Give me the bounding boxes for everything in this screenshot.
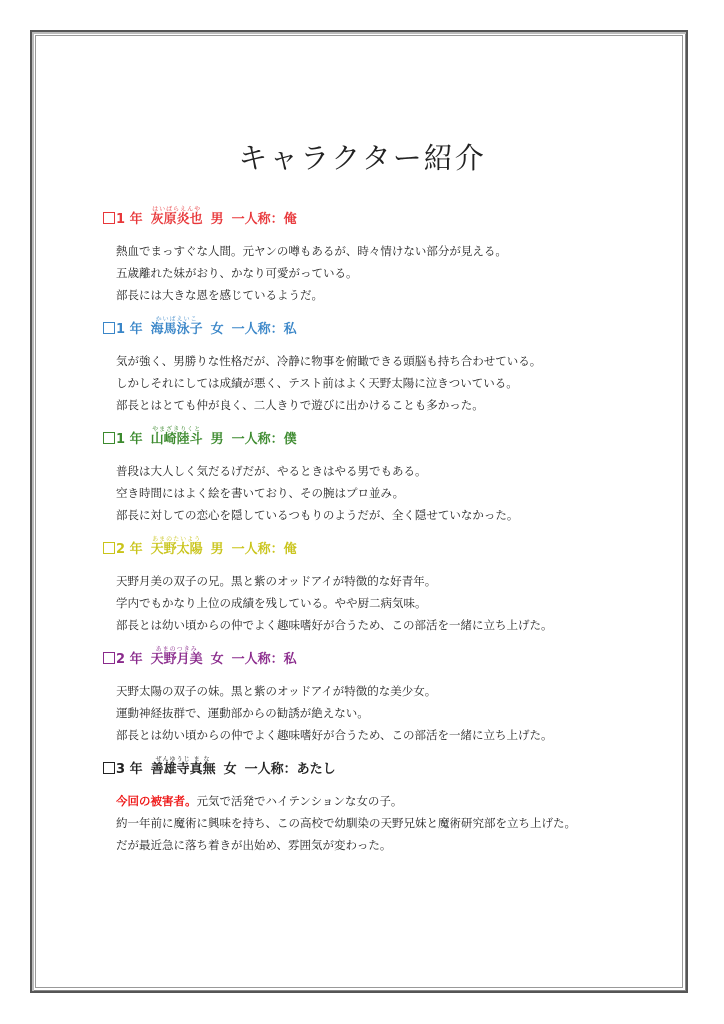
character-name: 善雄寺真無 <box>150 762 216 777</box>
character-gender: 女 <box>223 762 237 777</box>
description-line: 空き時間にはよく絵を書いており、その腕はプロ並み。 <box>116 486 405 500</box>
character-name: 海馬泳子 <box>150 322 203 337</box>
description-line: 部長とは幼い頃からの仲でよく趣味嗜好が合うため、この部活を一緒に立ち上げた。 <box>116 728 553 742</box>
character-pronoun: 一人称：僕 <box>231 432 297 447</box>
checkbox-icon <box>103 432 115 444</box>
description-line: 熱血でまっすぐな人間。元ヤンの噂もあるが、時々情けない部分が見える。 <box>116 244 507 258</box>
character-pronoun: 一人称：俺 <box>231 212 297 227</box>
description-line: 部長には大きな恩を感じているようだ。 <box>116 288 323 302</box>
character-description <box>103 350 663 416</box>
character-name-wrap <box>150 316 203 340</box>
character-name-wrap <box>150 206 203 230</box>
description-line: 運動神経抜群で、運動部からの勧誘が絶えない。 <box>116 706 369 720</box>
description-line: 天野太陽の双子の妹。黒と紫のオッドアイが特徴的な美少女。 <box>116 684 437 698</box>
checkbox-icon <box>103 762 115 774</box>
description-line: だが最近急に落ち着きが出始め、雰囲気が変わった。 <box>116 838 392 852</box>
character-heading <box>103 536 663 560</box>
victim-label: 今回の被害者。 <box>116 794 197 808</box>
description-line: 普段は大人しく気だるげだが、やるときはやる男でもある。 <box>116 464 427 478</box>
character-grade: 2 年 <box>116 542 143 557</box>
character-gender: 女 <box>210 322 224 337</box>
character-section-haibara <box>103 206 663 306</box>
checkbox-icon <box>103 652 115 664</box>
character-pronoun: 一人称：私 <box>231 652 297 667</box>
character-ruby: はいばらえんや <box>152 206 202 213</box>
character-pronoun: 一人称：あたし <box>244 762 336 777</box>
character-name-wrap <box>150 536 203 560</box>
character-name: 天野月美 <box>150 652 203 667</box>
character-name: 灰原炎也 <box>150 212 203 227</box>
character-ruby: やまざきりくと <box>152 426 202 433</box>
character-ruby: あまのたいよう <box>152 536 202 543</box>
description-line: 部長とは幼い頃からの仲でよく趣味嗜好が合うため、この部活を一緒に立ち上げた。 <box>116 618 553 632</box>
character-description <box>103 570 663 636</box>
description-line: 部長とはとても仲が良く、二人きりで遊びに出かけることも多かった。 <box>116 398 484 412</box>
character-heading <box>103 206 663 230</box>
character-gender: 女 <box>210 652 224 667</box>
description-line: 部長に対しての恋心を隠しているつもりのようだが、全く隠せていなかった。 <box>116 508 519 522</box>
description-line: 五歳離れた妹がおり、かなり可愛がっている。 <box>116 266 358 280</box>
character-description <box>103 790 663 856</box>
character-grade: 2 年 <box>116 652 143 667</box>
character-description <box>103 680 663 746</box>
character-heading <box>103 756 663 780</box>
description-line: 学内でもかなり上位の成績を残している。やや厨二病気味。 <box>116 596 427 610</box>
character-name-wrap <box>150 756 216 780</box>
character-ruby: かいばえいこ <box>155 316 198 323</box>
character-name: 天野太陽 <box>150 542 203 557</box>
character-gender: 男 <box>210 432 224 447</box>
character-name-wrap <box>150 426 203 450</box>
description-line: 天野月美の双子の兄。黒と紫のオッドアイが特徴的な好青年。 <box>116 574 437 588</box>
character-section-yamazaki <box>103 426 663 526</box>
checkbox-icon <box>103 212 115 224</box>
character-section-kaiba <box>103 316 663 416</box>
description-text: 元気で活発でハイテンションな女の子。 <box>196 794 403 808</box>
description-line: しかしそれにしては成績が悪く、テスト前はよく天野太陽に泣きついている。 <box>116 376 518 390</box>
character-section-amano-taiyo <box>103 536 663 636</box>
page-title: キャラクター紹介 <box>238 141 486 175</box>
character-ruby: ぜんゆうじ ま な <box>155 756 211 763</box>
description-line: 約一年前に魔術に興味を持ち、この高校で幼馴染の天野兄妹と魔術研究部を立ち上げた。 <box>116 816 576 830</box>
checkbox-icon <box>103 542 115 554</box>
character-grade: 1 年 <box>116 212 143 227</box>
character-section-amano-tsukimi <box>103 646 663 746</box>
description-line <box>116 790 663 812</box>
character-gender: 男 <box>210 542 224 557</box>
character-pronoun: 一人称：私 <box>231 322 297 337</box>
character-grade: 1 年 <box>116 322 143 337</box>
character-pronoun: 一人称：俺 <box>231 542 297 557</box>
character-description <box>103 460 663 526</box>
character-name-wrap <box>150 646 203 670</box>
character-grade: 1 年 <box>116 432 143 447</box>
character-heading <box>103 316 663 340</box>
description-line: 気が強く、男勝りな性格だが、冷静に物事を俯瞰できる頭脳も持ち合わせている。 <box>116 354 542 368</box>
character-ruby: あまのつきみ <box>155 646 198 653</box>
character-name: 山崎陸斗 <box>150 432 203 447</box>
character-heading <box>103 426 663 450</box>
character-description <box>103 240 663 306</box>
character-section-zenyuji <box>103 756 663 856</box>
checkbox-icon <box>103 322 115 334</box>
character-gender: 男 <box>210 212 224 227</box>
character-grade: 3 年 <box>116 762 143 777</box>
character-heading <box>103 646 663 670</box>
